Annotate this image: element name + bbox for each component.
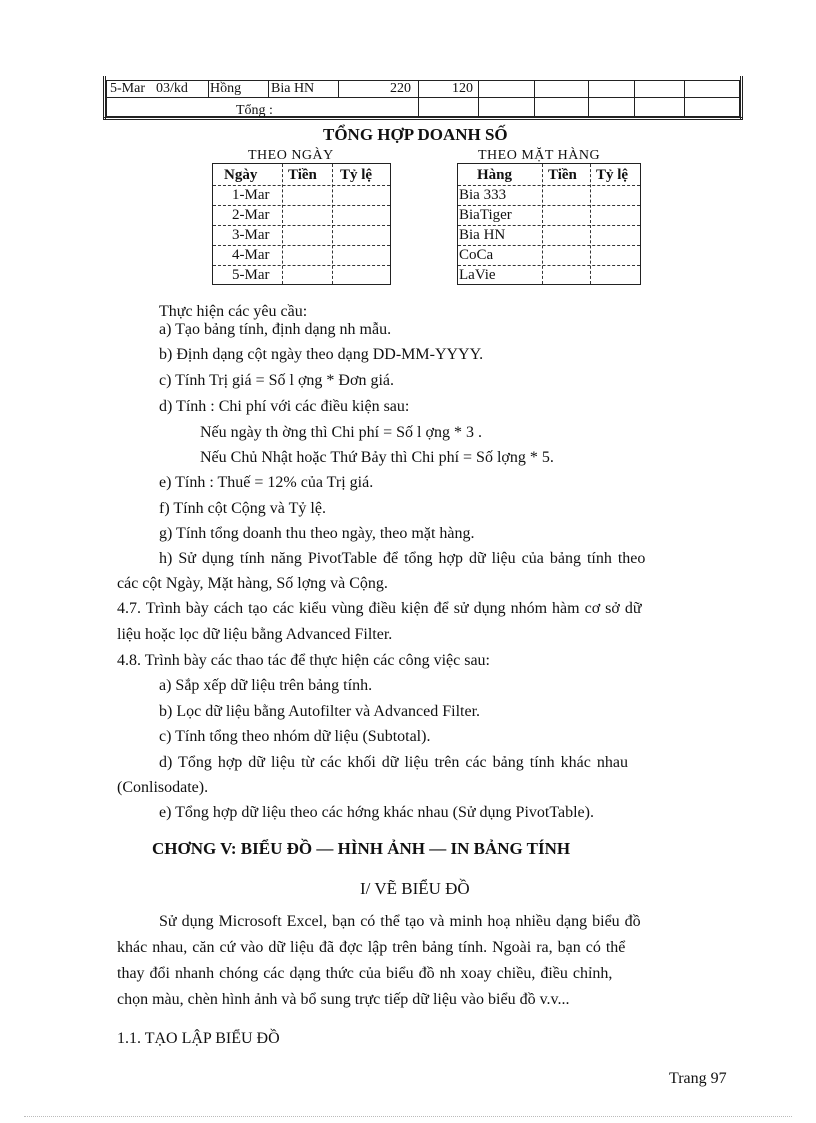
requirement-item: e) Tính : Thuế = 12% của Trị giá.	[159, 474, 374, 491]
requirements-intro: Thực hiện các yêu cầu:	[159, 303, 308, 320]
by-item-row: BiaTiger	[459, 207, 512, 223]
by-item-header-amount: Tiền	[548, 167, 577, 183]
col-divider	[684, 80, 685, 117]
paragraph-line: chọn màu, chèn hình ảnh và bổ sung trực tiếp dữ liệu vào biểu đồ v.v...	[117, 991, 570, 1008]
by-item-col-divider	[542, 164, 543, 284]
col-divider	[478, 80, 479, 117]
paragraph-line: Sử dụng Microsoft Excel, bạn có thể tạo và minh hoạ nhiều dạng biểu đồ	[159, 913, 641, 930]
section-heading: I/ VẼ BIỂU ĐỒ	[360, 879, 470, 898]
cell-qty: 220	[390, 81, 411, 96]
by-date-subtitle: THEO NGÀY	[248, 148, 334, 163]
row-divider	[458, 205, 640, 206]
by-date-header-ratio: Tỷ lệ	[340, 167, 373, 183]
by-item-row: LaVie	[459, 267, 496, 283]
cell-item: Bia HN	[271, 81, 315, 96]
col-divider	[534, 80, 535, 117]
cell-price: 120	[452, 81, 473, 96]
requirement-item: d) Tính : Chi phí với các điều kiện sau:	[159, 398, 410, 415]
cell-date: 5-Mar	[110, 81, 145, 96]
by-date-col-divider	[332, 164, 333, 284]
question-4-8-item: a) Sắp xếp dữ liệu trên bảng tính.	[159, 677, 373, 694]
col-divider	[268, 80, 269, 98]
requirement-subitem: Nếu Chủ Nhật hoặc Thứ Bảy thì Chi phí = Số lợng * 5.	[200, 449, 554, 466]
requirement-item: a) Tạo bảng tính, định dạng nh mẫu.	[159, 321, 392, 338]
requirement-item-cont: các cột Ngày, Mặt hàng, Số lợng và Cộng.	[117, 575, 388, 592]
by-date-row: 1-Mar	[232, 187, 270, 203]
row-divider	[458, 185, 640, 186]
col-divider	[338, 80, 339, 98]
question-4-8-item: b) Lọc dữ liệu bằng Autofilter và Advanced Filter.	[159, 703, 481, 720]
paragraph-line: thay đổi nhanh chóng các dạng thức của biểu đồ nh xoay chiều, điều chỉnh,	[117, 965, 613, 982]
row-divider	[458, 265, 640, 266]
question-4-8-item: d) Tổng hợp dữ liệu từ các khối dữ liệu trên các bảng tính khác nhau	[159, 754, 628, 771]
by-item-header-ratio: Tỷ lệ	[596, 167, 629, 183]
row-divider	[213, 265, 390, 266]
requirement-item: c) Tính Trị giá = Số l ợng * Đơn giá.	[159, 372, 394, 389]
row-divider	[213, 185, 390, 186]
row-divider	[458, 245, 640, 246]
requirement-item: f) Tính cột Cộng và Tỷ lệ.	[159, 500, 326, 517]
by-date-header-amount: Tiền	[288, 167, 317, 183]
col-divider	[634, 80, 635, 117]
question-4-8-item: c) Tính tổng theo nhóm dữ liệu (Subtotal).	[159, 728, 431, 745]
by-item-subtitle: THEO MẶT HÀNG	[478, 148, 601, 163]
row-divider	[213, 225, 390, 226]
by-date-row: 3-Mar	[232, 227, 270, 243]
by-date-row: 2-Mar	[232, 207, 270, 223]
col-divider	[588, 80, 589, 117]
row-divider	[213, 245, 390, 246]
question-4-8-item: e) Tổng hợp dữ liệu theo các hớng khác nhau (Sử dụng PivotTable).	[159, 804, 594, 821]
page-bottom-rule	[24, 1116, 792, 1117]
by-date-row: 4-Mar	[232, 247, 270, 263]
question-4-8: 4.8. Trình bày các thao tác để thực hiện các công việc sau:	[117, 652, 490, 669]
top-table-row	[106, 80, 740, 98]
by-item-row: CoCa	[459, 247, 494, 263]
by-item-row: Bia HN	[459, 227, 506, 243]
by-date-col-divider	[282, 164, 283, 284]
top-table-total-row	[106, 98, 740, 117]
col-divider	[418, 80, 419, 117]
col-divider	[208, 80, 209, 98]
by-item-col-divider	[590, 164, 591, 284]
cell-name: Hồng	[210, 81, 242, 96]
question-4-7: 4.7. Trình bày cách tạo các kiểu vùng điều kiện để sử dụng nhóm hàm cơ sở dữ	[117, 600, 642, 617]
by-date-header-date: Ngày	[224, 167, 258, 183]
table-bottom-border	[103, 117, 743, 122]
question-4-7-cont: liệu hoặc lọc dữ liệu bằng Advanced Filter.	[117, 626, 393, 643]
cell-code: 03/kd	[156, 81, 188, 96]
summary-title: TỔNG HỢP DOANH SỐ	[323, 125, 508, 144]
total-label: Tổng :	[236, 103, 273, 118]
requirement-item: h) Sử dụng tính năng PivotTable để tổng hợp dữ liệu của bảng tính theo	[159, 550, 646, 567]
requirement-item: b) Định dạng cột ngày theo dạng DD-MM-YYYY.	[159, 346, 484, 363]
chapter-heading: CHƠNG V: BIỂU ĐỒ — HÌNH ẢNH — IN BẢNG TÍNH	[152, 839, 571, 858]
requirement-item: g) Tính tổng doanh thu theo ngày, theo mặt hàng.	[159, 525, 475, 542]
row-divider	[458, 225, 640, 226]
by-item-header-item: Hàng	[477, 167, 513, 183]
by-item-row: Bia 333	[459, 187, 507, 203]
requirement-subitem: Nếu ngày th ờng thì Chi phí = Số l ợng * 3 .	[200, 424, 482, 441]
by-date-row: 5-Mar	[232, 267, 270, 283]
paragraph-line: khác nhau, căn cứ vào dữ liệu đã đợc lập trên bảng tính. Ngoài ra, bạn có thể	[117, 939, 626, 956]
page-number: Trang 97	[669, 1070, 727, 1087]
subsection-heading: 1.1. TẠO LẬP BIỂU ĐỒ	[117, 1030, 280, 1047]
row-divider	[213, 205, 390, 206]
question-4-8-item-cont: (Conlisodate).	[117, 779, 209, 796]
